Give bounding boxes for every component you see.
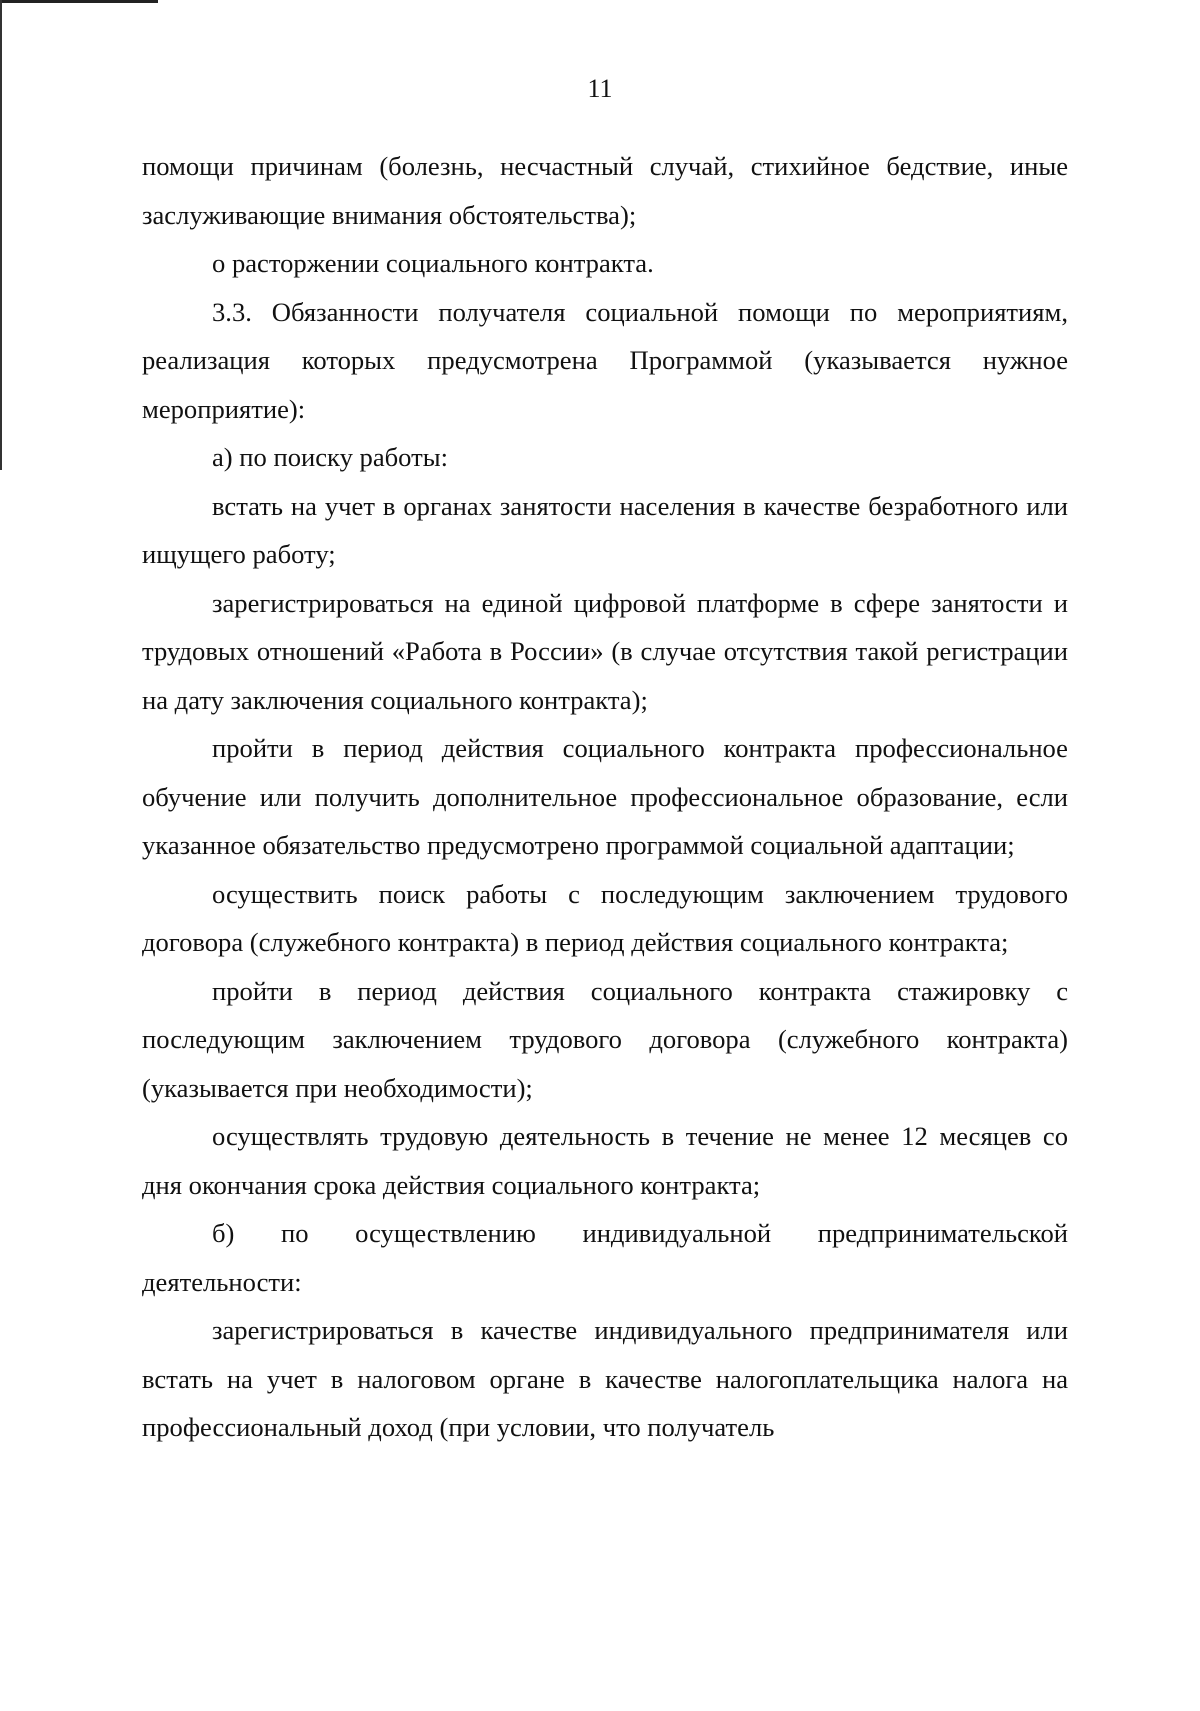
paragraph-subsection-a: а) по поиску работы:: [212, 442, 448, 472]
paragraph: пройти в период действия социального контракта профессиональное обучение или получить дополнительное профессиональное образование, если указанное обязательство предусмотрено программой социальной адаптации;: [142, 733, 1068, 860]
paragraph: зарегистрироваться в качестве индивидуального предпринимателя или встать на учет в налоговом органе в качестве налогоплательщика налога на профессиональный доход (при условии, что получатель: [142, 1315, 1068, 1442]
document-body: [142, 142, 1068, 1452]
scan-edge-top: [0, 0, 158, 3]
paragraph: зарегистрироваться на единой цифровой платформе в сфере занятости и трудовых отношений «Работа в России» (в случае отсутствия такой регистрации на дату заключения социального контракта);: [142, 587, 1068, 715]
paragraph-section-heading: 3.3. Обязанности получателя социальной помощи по мероприятиям, реализация которых предусмотрена Программой (указывается нужное мероприятие):: [142, 296, 1068, 424]
paragraph-subsection-b: б) по осуществлению индивидуальной предпринимательской деятельности:: [142, 1218, 1068, 1297]
scan-edge-left: [0, 0, 2, 470]
paragraph-continued: помощи причинам (болезнь, несчастный случай, стихийное бедствие, иные заслуживающие внимания обстоятельства);: [142, 151, 1068, 230]
paragraph: пройти в период действия социального контракта стажировку с последующим заключением трудового договора (служебного контракта) (указывается при необходимости);: [142, 975, 1068, 1103]
paragraph: осуществить поиск работы с последующим заключением трудового договора (служебного контракта) в период действия социального контракта;: [142, 878, 1068, 957]
paragraph: о расторжении социального контракта.: [212, 248, 654, 278]
paragraph: встать на учет в органах занятости населения в качестве безработного или ищущего работу;: [142, 490, 1068, 569]
page-number: 11: [587, 74, 613, 103]
paragraph: осуществлять трудовую деятельность в течение не менее 12 месяцев со дня окончания срока действия социального контракта;: [142, 1121, 1068, 1200]
